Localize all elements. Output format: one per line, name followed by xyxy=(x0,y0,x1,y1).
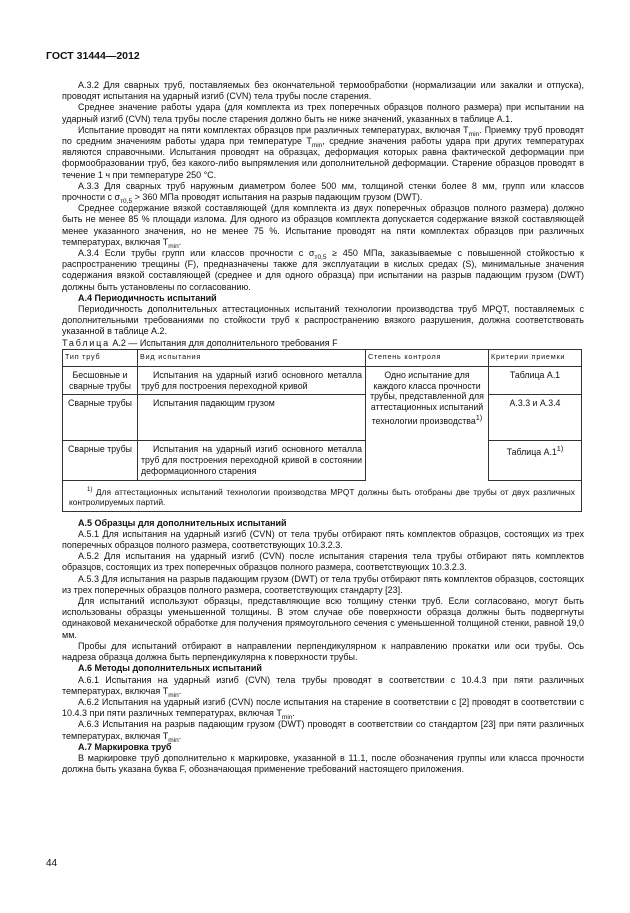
cell-criteria: Таблица А.1 xyxy=(489,366,582,395)
paragraph-ductile-content: Среднее содержание вязкой составляющей (для комплекта из двух поперечных образцов полного размера) должно быть не менее 85 % площади излома. Для одного из образцов комплекта допускается содержание вязкой составляющей менее указанного значения, но не менее 75 %. Испытание проводят на пяти комплектах образцов при различных температурах, включая $T_{min}$. xyxy=(62,203,584,250)
table-row xyxy=(63,395,582,441)
paragraph-a32: А.3.2 Для сварных труб, поставляемых без окончательной термообработки (нормализации или закалки и отпуска), проводят испытания на ударный изгиб (CVN) тела трубы после старения. xyxy=(62,80,584,102)
heading-a7: А.7 Маркировка труб xyxy=(78,741,172,752)
cell-test: Испытания падающим грузом xyxy=(138,395,366,441)
paragraph-a4: Периодичность дополнительных аттестационных испытаний технологии производства труб MPQT, поставляемых с дополнительными требованиями по стойкости труб к распространению вязкого разрушения, должна соответствовать указанной в таблице А.2. xyxy=(62,304,584,337)
paragraph-test-temps: Испытание проводят на пяти комплектах образцов при различных температурах, включая $T_{min}$. Приемку труб проводят по средним значениям работы удара при температуре $T_{min}$, средние значения работы удара при других температурах являются справочными. Испытания проводят на образцах, деформация которых равна фактической деформации при формообразовании труб, без какого-либо выпрямления или дополнительной деформации. Старение образцов проводят в течение 1 ч при температуре 250 °С. xyxy=(62,124,584,180)
paragraph-a34: А.3.4 Если трубы групп или классов прочности с $\sigma_{т0,5} \ge 450$ МПа, заказываемые с повышенной стойкостью к распространению трещины (F), предназначены также для эксплуатации в кислых средах (S), минимальные значения содержания вязкой составляющей (среднее и для одного образца) при испытании на разрыв падающим грузом (DWT) должны быть установлены по согласованию. xyxy=(62,248,584,292)
header-test-type: Вид испытания xyxy=(138,349,366,366)
cell-type: Сварные трубы xyxy=(63,395,138,441)
cell-type: Бесшовные и сварные трубы xyxy=(63,366,138,395)
header-pipe-type: Тип труб xyxy=(63,349,138,366)
table-footnote: $^{1)}$ Для аттестационных испытаний технологии производства MPQT должны быть отобраны две трубы от двух различных контролируемых партий. xyxy=(63,480,582,511)
header-control-level: Степень контроля xyxy=(366,349,489,366)
cell-criteria: Таблица А.1$^{1)}$ xyxy=(489,441,582,480)
cell-test: Испытания на ударный изгиб основного металла труб для построения переходной кривой в состоянии деформационного старения xyxy=(138,441,366,480)
page-number: 44 xyxy=(46,858,58,869)
table-a2 xyxy=(62,349,582,512)
cell-criteria: А.3.3 и А.3.4 xyxy=(489,395,582,441)
document-body xyxy=(62,80,584,775)
paragraph-sampling: Пробы для испытаний отбирают в направлении перпендикулярном к направлению прокатки или оси трубы. Ось надреза образца должна быть перпендикулярна к поверхности трубы. xyxy=(62,640,584,663)
table-row xyxy=(63,366,582,395)
table-header-row xyxy=(63,349,582,366)
paragraph-avg-energy: Среднее значение работы удара (для комплекта из трех поперечных образцов полного размера) при испытании на ударный изгиб (CVN) тела трубы после старения должно быть не ниже значений, указанных в таблице А.1. xyxy=(62,102,584,124)
table-row xyxy=(63,441,582,480)
cell-test: Испытания на ударный изгиб основного металла труб для построения переходной кривой xyxy=(138,366,366,395)
paragraph-a33: А.3.3 Для сварных труб наружным диаметром более 500 мм, толщиной стенки более 8 мм, групп или классов прочности с $\sigma_{т0,5} > 360$ МПа проводят испытания на разрыв падающим грузом (DWT). xyxy=(62,180,584,205)
paragraph-a51: А.5.1 Для испытания на ударный изгиб (CVN) от тела трубы отбирают пять комплектов образцов, состоящих из трех поперечных образцов полного размера, соответствующих 10.3.2.3. xyxy=(62,528,584,551)
cell-type: Сварные трубы xyxy=(63,441,138,480)
table-caption: Таблица А.2 — Испытания для дополнительного требования F xyxy=(62,337,338,348)
paragraph-a52: А.5.2 Для испытания на ударный изгиб (CVN) после испытания старения тела трубы отбирают пять комплектов образцов, состоящих из трех поперечных образцов полного размера, соответствующих 10.3.2.3. xyxy=(62,551,584,573)
table-footnote-row xyxy=(63,480,582,511)
paragraph-a62: А.6.2 Испытания на ударный изгиб (CVN) после испытания на старение в соответствии с [2] проводят в соответствии с 10.4.3 при пяти различных температурах, включая $T_{min}$. xyxy=(62,696,584,721)
paragraph-a53: А.5.3 Для испытания на разрыв падающим грузом (DWT) от тела трубы отбирают пять комплектов образцов, состоящих из трех поперечных образцов полного размера, соответствующих стандарту [23]. xyxy=(62,573,584,595)
heading-a5: А.5 Образцы для дополнительных испытаний xyxy=(78,517,287,528)
paragraph-a63: А.6.3 Испытания на разрыв падающим грузом (DWT) проводят в соответствии со стандартом [23] при пяти различных температурах, включая $T_{min}$. xyxy=(62,719,584,744)
paragraph-a61: А.6.1 Испытания на ударный изгиб (CVN) тела трубы проводят в соответствии с 10.4.3 при пяти различных температурах, включая $T_{min}$. xyxy=(62,674,584,699)
paragraph-specimens: Для испытаний используют образцы, представляющие всю толщину стенки труб. Если согласовано, могут быть использованы образцы уменьшенной толщины. В этом случае обе поверхности образца должны быть подвергнуты одинаковой механической обработке для получения прямоугольного сечения с уменьшенной толщиной стенки, равной 19,0 мм. xyxy=(62,596,584,640)
header-acceptance: Критерии приемки xyxy=(489,349,582,366)
heading-a6: А.6 Методы дополнительных испытаний xyxy=(78,663,262,674)
heading-a4: А.4 Периодичность испытаний xyxy=(78,292,217,303)
document-header: ГОСТ 31444—2012 xyxy=(46,50,140,62)
paragraph-a7: В маркировке труб дополнительно к маркировке, указанной в 11.1, после обозначения группы или класса прочности должна быть указана буква F, обозначающая применение требований настоящего приложения. xyxy=(62,752,584,775)
cell-control: Одно испытание для каждого класса прочности трубы, представленной для аттестационных испытаний технологии производства$^{1)}$ xyxy=(366,366,489,480)
